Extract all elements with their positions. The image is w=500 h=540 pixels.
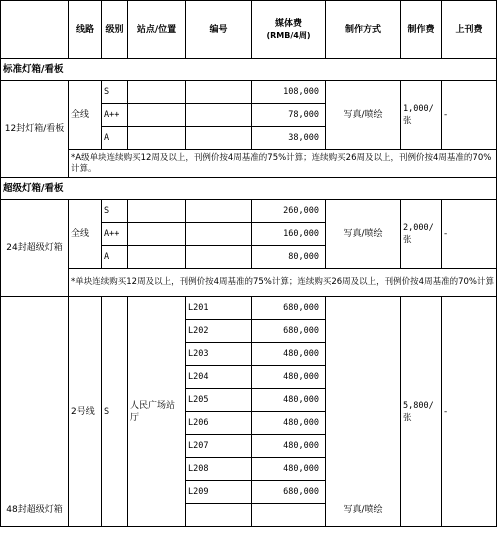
code-cell: L206: [186, 412, 252, 435]
fee-cell: 680,000: [252, 481, 326, 504]
publish-fee-super: -: [442, 200, 497, 269]
level-cell: A++: [102, 223, 128, 246]
code-cell: L201: [186, 297, 252, 320]
fee-cell: 680,000: [252, 297, 326, 320]
station-cell: [128, 200, 186, 223]
route-super: 全线: [69, 200, 102, 269]
fee-cell: 480,000: [252, 343, 326, 366]
station-cell: [128, 104, 186, 127]
note-row-super: [1, 269, 497, 297]
code-cell: [186, 223, 252, 246]
code-cell: L207: [186, 435, 252, 458]
header-product: [1, 1, 69, 59]
product-standard: 12封灯箱/看板: [1, 81, 69, 178]
level-cell: A: [102, 127, 128, 150]
code-cell: L204: [186, 366, 252, 389]
table-header-row: [1, 1, 497, 59]
header-media-fee-unit: (RMB/4周): [266, 30, 311, 40]
section-row-super: [1, 178, 497, 200]
production-standard: 写真/喷绘: [326, 81, 401, 150]
production-fee-standard: 1,000/张: [401, 81, 442, 150]
header-route: 线路: [69, 1, 102, 59]
publish-fee-line2: -: [442, 297, 497, 527]
table-row: [1, 200, 497, 223]
header-production-fee: 制作费: [401, 1, 442, 59]
fee-cell: 680,000: [252, 320, 326, 343]
code-cell: L208: [186, 458, 252, 481]
fee-cell: 108,000: [252, 81, 326, 104]
code-cell: L202: [186, 320, 252, 343]
header-production: 制作方式: [326, 1, 401, 59]
fee-cell: 260,000: [252, 200, 326, 223]
header-level: 级别: [102, 1, 128, 59]
note-row-standard: [1, 150, 497, 178]
code-cell: [186, 81, 252, 104]
production-super: 写真/喷绘: [326, 200, 401, 269]
station-line2: 人民广场站厅: [128, 297, 186, 527]
fee-cell: 480,000: [252, 389, 326, 412]
header-media-fee-title: 媒体费: [274, 18, 302, 29]
station-cell: [128, 246, 186, 269]
publish-fee-standard: -: [442, 81, 497, 150]
product-super: 24封超级灯箱: [1, 200, 69, 297]
station-cell: [128, 127, 186, 150]
code-cell: [186, 200, 252, 223]
production-line2: 写真/喷绘: [326, 297, 401, 527]
header-publish-fee: 上刊费: [442, 1, 497, 59]
note-standard: *A级单块连续购买12周及以上，刊例价按4周基准的75%计算；连续购买26周及以上，刊例价按4周基准的70%计算。: [69, 150, 497, 178]
section-title-standard: 标准灯箱/看板: [1, 59, 497, 81]
fee-cell: 38,000: [252, 127, 326, 150]
section-row-standard: [1, 59, 497, 81]
header-station: 站点/位置: [128, 1, 186, 59]
code-cell: L203: [186, 343, 252, 366]
note-super: *单块连续购买12周及以上，刊例价按4周基准的75%计算；连续购买26周及以上，刊例价按4周基准的70%计算: [69, 269, 497, 297]
fee-cell: 480,000: [252, 435, 326, 458]
fee-cell: 480,000: [252, 412, 326, 435]
level-cell: S: [102, 81, 128, 104]
fee-cell: 480,000: [252, 458, 326, 481]
level-cell: A++: [102, 104, 128, 127]
fee-cell: [252, 504, 326, 527]
fee-cell: 480,000: [252, 366, 326, 389]
fee-cell: 160,000: [252, 223, 326, 246]
code-cell: [186, 246, 252, 269]
production-fee-line2: 5,800/张: [401, 297, 442, 527]
fee-cell: 78,000: [252, 104, 326, 127]
code-cell: [186, 504, 252, 527]
station-cell: [128, 223, 186, 246]
code-cell: [186, 104, 252, 127]
production-fee-super: 2,000/张: [401, 200, 442, 269]
level-line2: S: [102, 297, 128, 527]
header-code: 编号: [186, 1, 252, 59]
route-line2: 2号线: [69, 297, 102, 527]
header-media-fee: [252, 1, 326, 59]
fee-cell: 80,000: [252, 246, 326, 269]
station-cell: [128, 81, 186, 104]
code-cell: [186, 127, 252, 150]
route-standard: 全线: [69, 81, 102, 150]
level-cell: A: [102, 246, 128, 269]
section-title-super: 超级灯箱/看板: [1, 178, 497, 200]
level-cell: S: [102, 200, 128, 223]
table-row: [1, 297, 497, 320]
code-cell: L205: [186, 389, 252, 412]
table-row: [1, 81, 497, 104]
product-line2: 48封超级灯箱: [1, 297, 69, 527]
code-cell: L209: [186, 481, 252, 504]
